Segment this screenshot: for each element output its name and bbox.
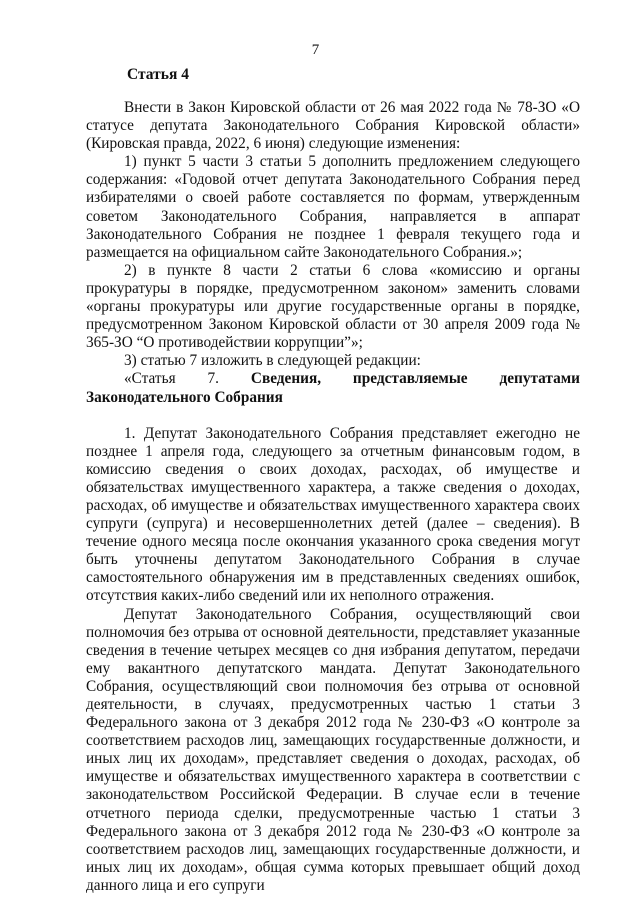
amendment-item-2: 2) в пункте 8 части 2 статьи 6 слова «комиссию и органы прокуратуры в порядке, предусмотренном законом» заменить словами «органы прокуратуры или другие государственные органы в порядке, предусмотренном Законом Кировской области от 30 апреля 2009 года № 365-ЗО “О противодействии коррупции”»; — [86, 261, 580, 352]
intro-paragraph: Внести в Закон Кировской области от 26 мая 2022 года № 78-ЗО «О статусе депутата Законодательного Собрания Кировской области» (Кировская правда, 2022, 6 июня) следующие изменения: — [86, 99, 580, 153]
document-body — [86, 99, 580, 895]
paragraph-spacer — [86, 407, 580, 425]
article-7-name: Сведения, представляемые депутатами Законодательного Собрания — [86, 370, 580, 406]
article-7-point-1: 1. Депутат Законодательного Собрания представляет ежегодно не позднее 1 апреля года, следующего за отчетным финансовым годом, в комиссию сведения о своих доходах, расходах, об имуществе и обязательствах имущественного характера, а также сведения о доходах, расходах, об имуществе и обязательствах имущественного характера своих супруги (супруга) и несовершеннолетних детей (далее – сведения). В течение одного месяца после окончания указанного срока сведения могут быть уточнены депутатом Законодательного Собрания в случае самостоятельного обнаружения им в представленных сведениях ошибок, отсутствия каких-либо сведений или их неполного отражения. — [86, 424, 580, 605]
amendment-item-3: 3) статью 7 изложить в следующей редакции: — [124, 352, 421, 370]
page-number: 7 — [311, 42, 320, 58]
article-heading: Статья 4 — [127, 66, 189, 83]
amendment-item-1: 1) пункт 5 части 3 статьи 5 дополнить предложением следующего содержания: «Годовой отчет депутата Законодательного Собрания перед избирателями о своей работе составляется по формам, утвержденным советом Законодательного Собрания, направляется в аппарат Законодательного Собрания не позднее 1 февраля текущего года и размещается на официальном сайте Законодательного Собрания.»; — [86, 153, 580, 261]
article-7-point-1-continued: Депутат Законодательного Собрания, осуществляющий свои полномочия без отрыва от основной деятельности, представляет указанные сведения в течение четырех месяцев со дня избрания депутатом, передачи ему вакантного депутатского мандата. Депутат Законодательного Собрания, осуществляющий свои полномочия без отрыва от основной деятельности, в случаях, предусмотренных частью 1 статьи 3 Федерального закона от 3 декабря 2012 года № 230-ФЗ «О контроле за соответствием расходов лиц, замещающих государственные должности, и иных лиц их доходам», представляет сведения о доходах, расходах, об имуществе и обязательствах имущественного характера в соответствии с законодательством Российской Федерации. В случае если в течение отчетного периода сделки, предусмотренные частью 1 статьи 3 Федерального закона от 3 декабря 2012 года № 230-ФЗ «О контроле за соответствием расходов лиц, замещающих государственные должности, и иных лиц их доходам», общая сумма которых превышает общий доход данного лица и его супруги — [86, 605, 580, 894]
article-7-prefix: «Статья 7. — [124, 370, 219, 388]
article-7-title — [86, 370, 580, 406]
